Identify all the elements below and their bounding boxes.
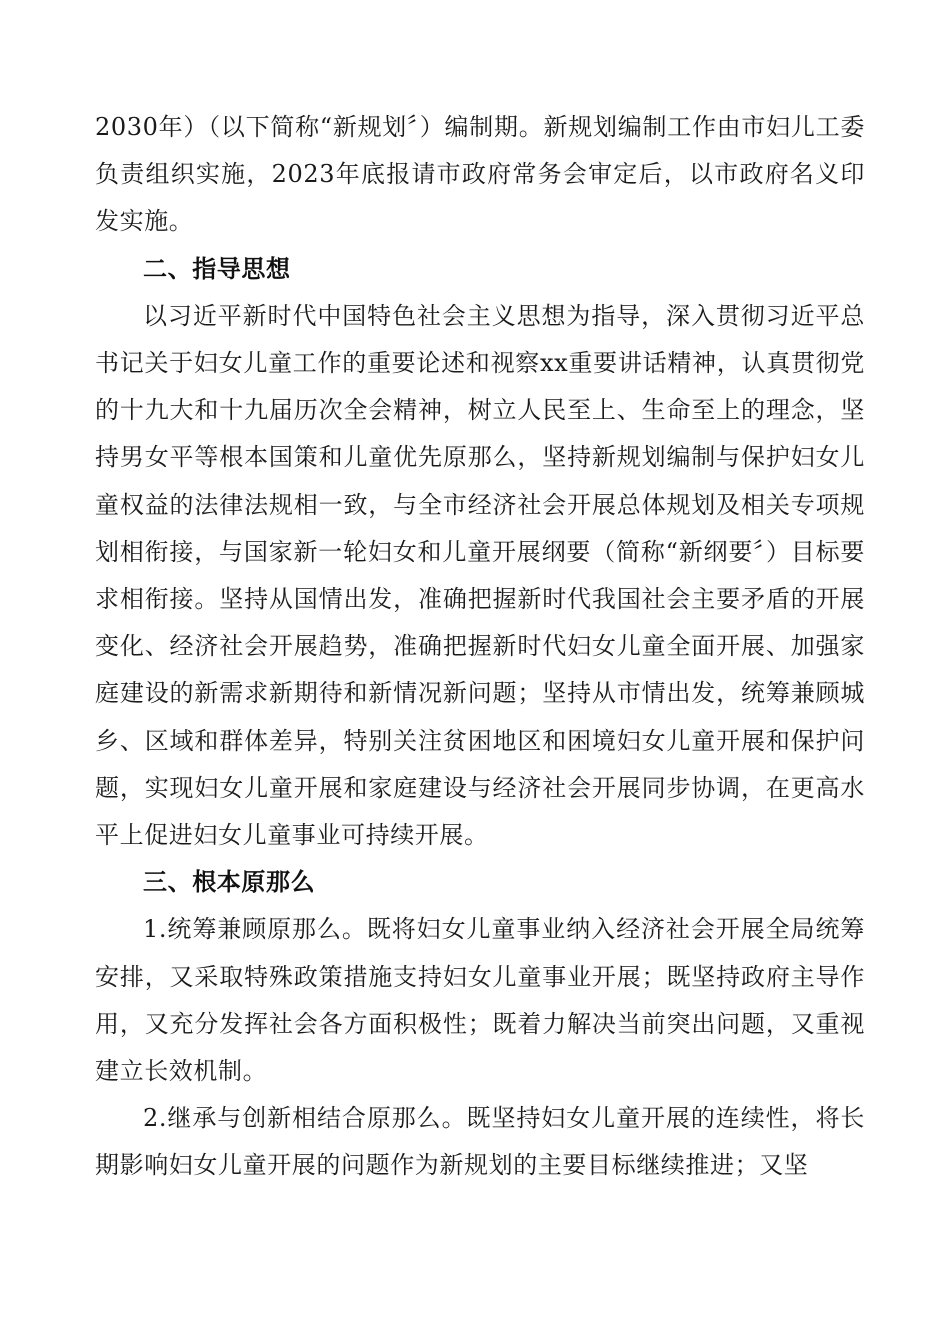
heading-basic-principles: 三、根本原那么 [143, 868, 316, 897]
paragraph-guiding-ideology: 以习近平新时代中国特色社会主义思想为指导，深入贯彻习近平总书记关于妇女儿童工作的重要论述和视察xx重要讲话精神，认真贯彻党的十九大和十九届历次全会精神，树立人民至上、生命至上的理念，坚持男女平等根本国策和儿童优先原那么，坚持新规划编制与保护妇女儿童权益的法律法规相一致，与全市经济社会开展总体规划及相关专项规划相衔接，与国家新一轮妇女和儿童开展纲要（简称“新纲要〞）目标要求相衔接。坚持从国情出发，准确把握新时代我国社会主要矛盾的开展变化、经济社会开展趋势，准确把握新时代妇女儿童全面开展、加强家庭建设的新需求新期待和新情况新问题；坚持从市情出发，统筹兼顾城乡、区域和群体差异，特别关注贫困地区和困境妇女儿童开展和保护问题，实现妇女儿童开展和家庭建设与经济社会开展同步协调，在更高水平上促进妇女儿童事业可持续开展。 [95, 301, 865, 850]
heading-guiding-ideology: 二、指导思想 [143, 254, 291, 283]
document-body [95, 104, 865, 1190]
paragraph-intro: 2030年）（以下简称“新规划〞）编制期。新规划编制工作由市妇儿工委负责组织实施，2023年底报请市政府常务会审定后，以市政府名义印发实施。 [95, 113, 865, 236]
paragraph-principle-1: 1.统筹兼顾原那么。既将妇女儿童事业纳入经济社会开展全局统筹安排，又采取特殊政策措施支持妇女儿童事业开展；既坚持政府主导作用，又充分发挥社会各方面积极性；既着力解决当前突出问题，又重视建立长效机制。 [95, 915, 865, 1086]
paragraph-principle-2: 2.继承与创新相结合原那么。既坚持妇女儿童开展的连续性，将长期影响妇女儿童开展的问题作为新规划的主要目标继续推进；又坚 [95, 1104, 865, 1180]
